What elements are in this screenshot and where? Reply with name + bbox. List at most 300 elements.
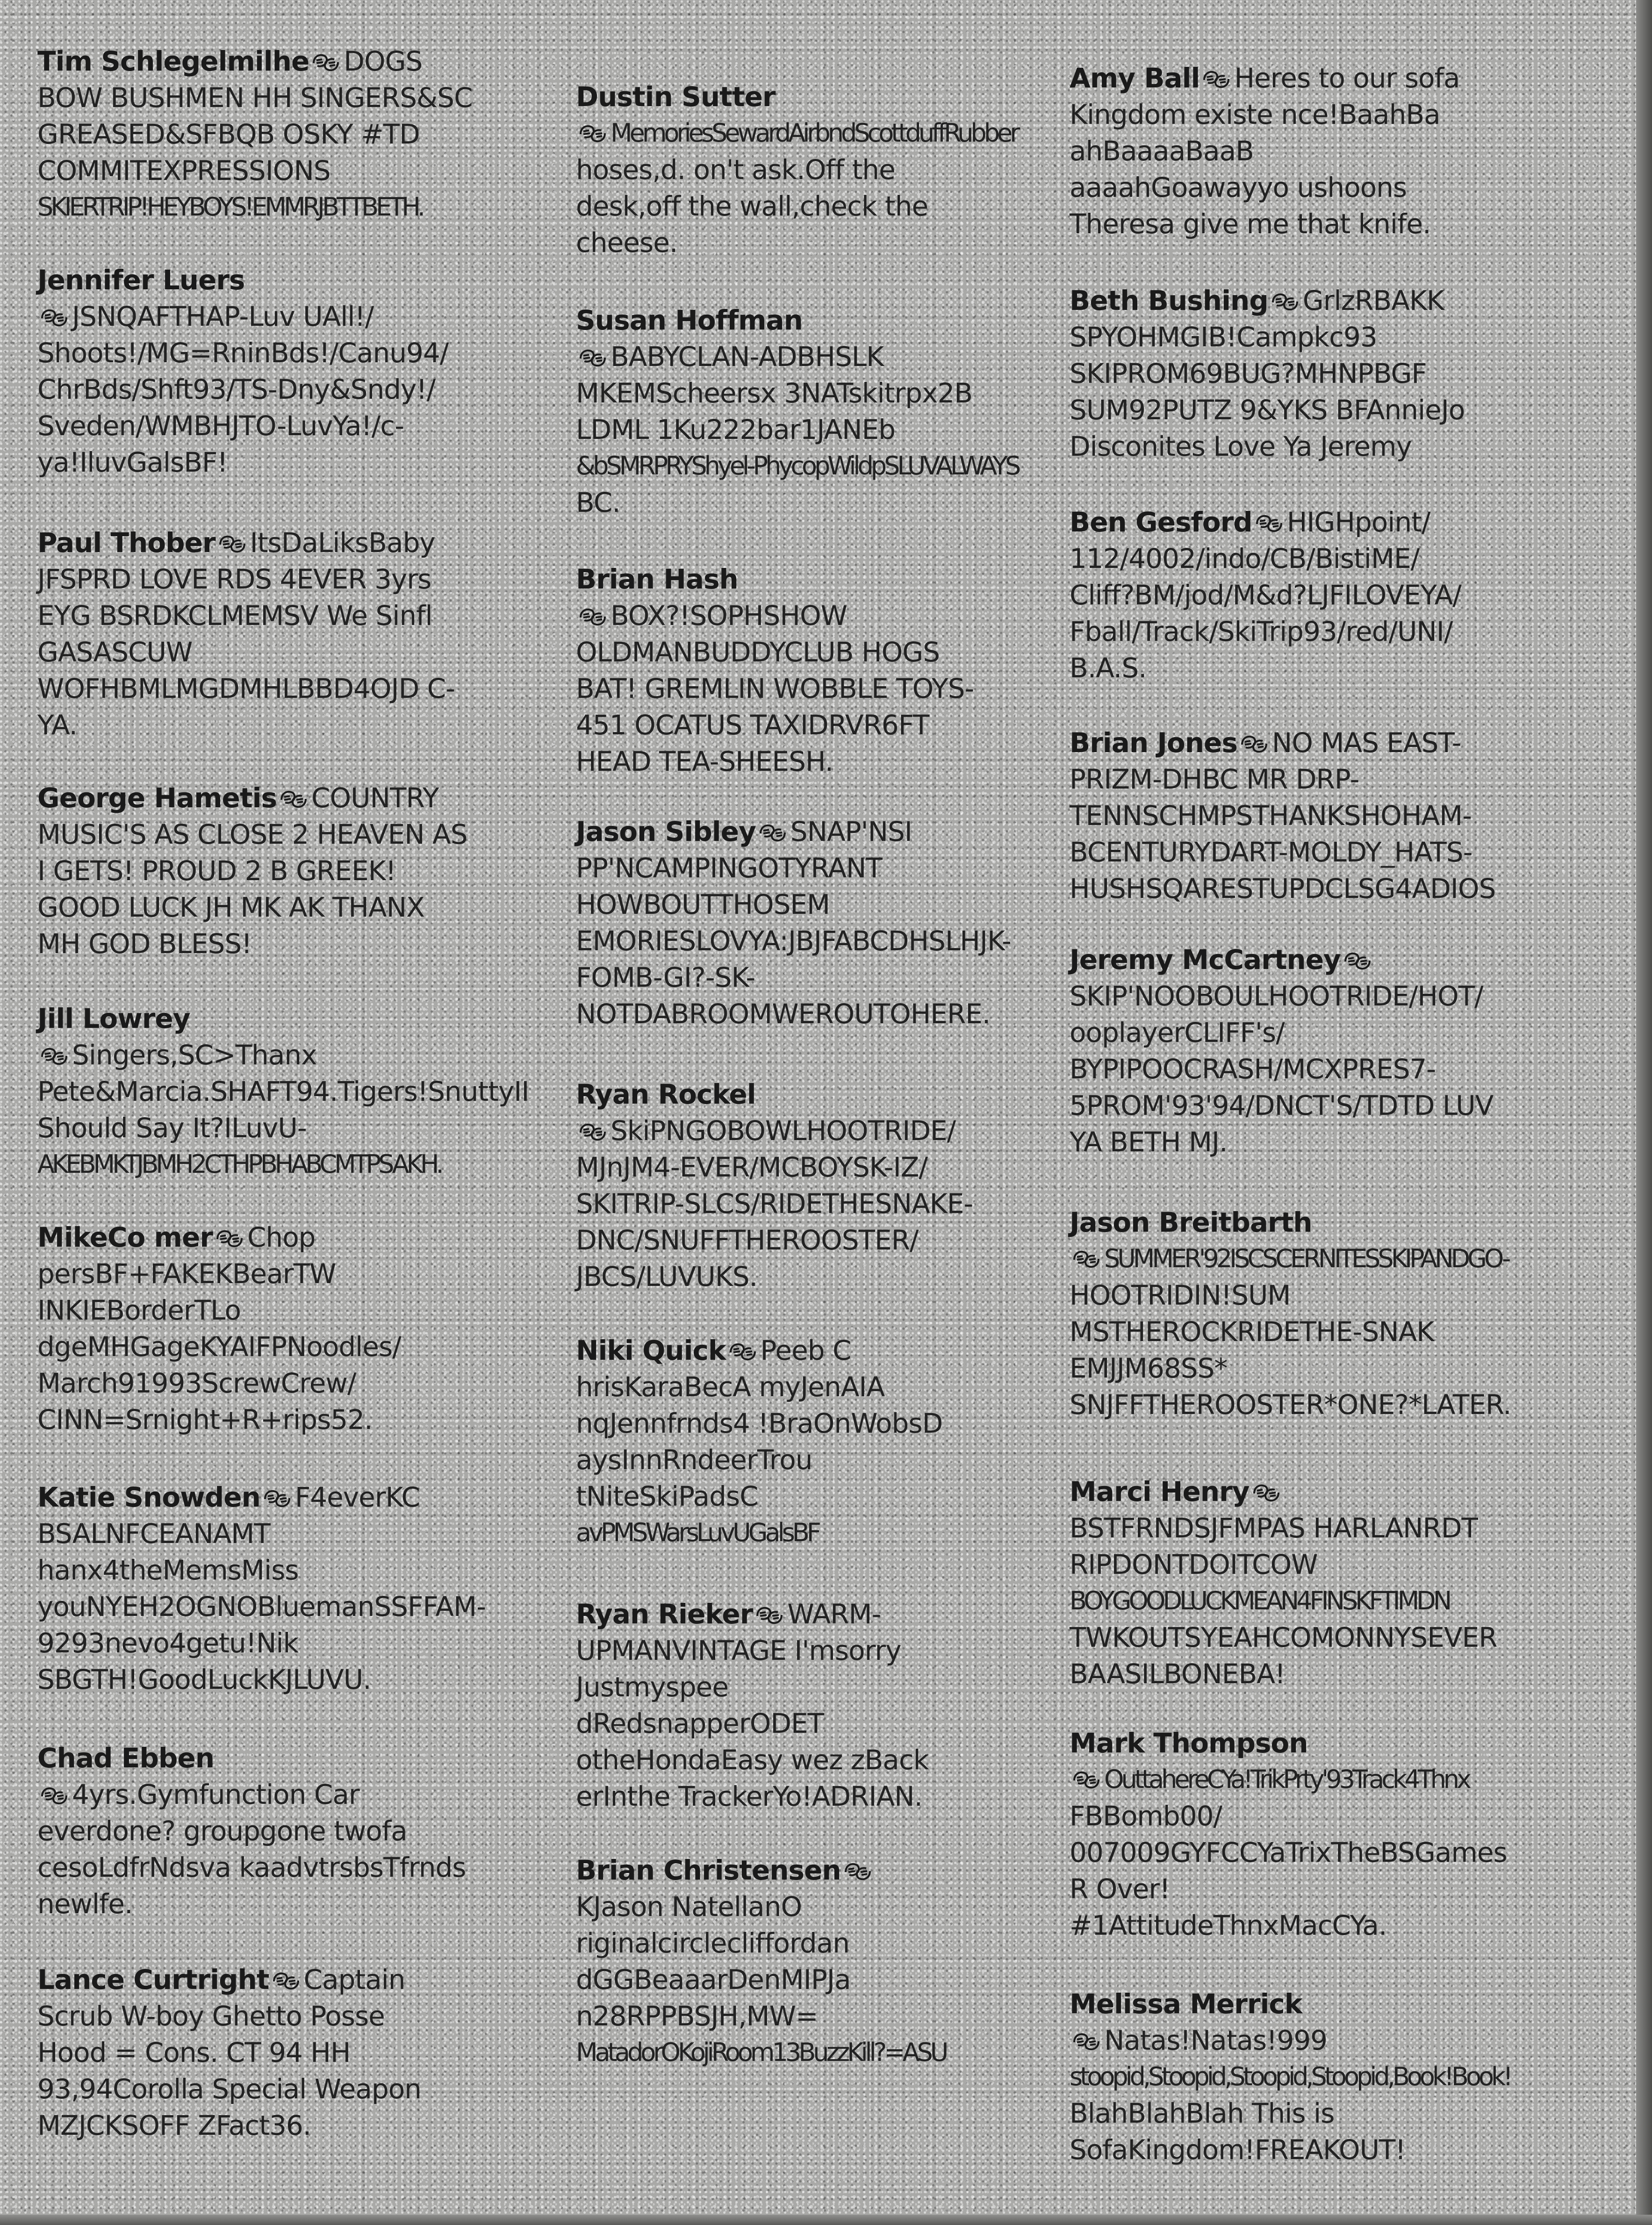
signature-entry [1070, 1473, 1537, 1692]
entry-message-line [576, 1632, 1043, 1669]
entry-message-line [1070, 355, 1537, 392]
entry-message-text: ChrBds/Shft93/TS-Dny&Sndy!/ [37, 373, 436, 405]
signature-entry [1070, 1986, 1537, 2168]
clasped-hands-icon [579, 347, 607, 369]
entry-message-line [576, 670, 1043, 707]
entry-message-text: erInthe TrackerYo!ADRIAN. [576, 1780, 922, 1812]
entry-message-text: Natas!Natas!999 [1104, 2024, 1328, 2056]
entry-heading [576, 1332, 1043, 1369]
clasped-hands-icon [579, 606, 607, 628]
entry-message-line [1070, 1798, 1537, 1834]
entry-message-line [576, 1442, 1043, 1478]
entry-message-text: MH GOD BLESS! [37, 928, 252, 960]
entry-message-text: BlahBlahBlah This is [1070, 2097, 1335, 2129]
entry-heading [37, 262, 505, 298]
entry-message-line [576, 1222, 1043, 1258]
entry-message-text: SUMMER'92ISCSCERNITESSKIPANDGO- [1104, 1244, 1508, 1273]
entry-author-name: Katie Snowden [37, 1481, 260, 1513]
entry-message-line [1070, 1510, 1537, 1546]
entry-message-line [37, 1552, 505, 1588]
entry-message-text: BCENTURYDART-MOLDY_HATS- [1070, 836, 1472, 868]
entry-heading [576, 302, 1043, 338]
entry-message-text: HOWBOUTTHOSEM [576, 889, 830, 920]
entry-message-text: hrisKaraBecA myJenAIA [576, 1371, 885, 1403]
entry-message-line [1070, 978, 1537, 1014]
signature-entry [1070, 282, 1537, 465]
entry-message-text: riginalcirclecliffordan [576, 1927, 849, 1959]
entry-message-text: BSTFRNDSJFMPAS HARLANRDT [1070, 1512, 1478, 1544]
entry-message-line [1070, 96, 1537, 133]
entry-heading [1070, 725, 1537, 761]
entry-message-line [1070, 650, 1537, 686]
entry-message-text: BOX?!SOPHSHOW [611, 600, 847, 632]
entry-message-line [37, 1110, 505, 1146]
entry-message-text: Singers,SC>Thanx [72, 1039, 317, 1071]
entry-message-text: KJason NatellanO [576, 1891, 802, 1923]
entry-message-line [1070, 613, 1537, 650]
entry-message-text: aaaahGoawayyo ushoons [1070, 172, 1407, 203]
entry-message-line [576, 448, 1043, 484]
entry-message-line [576, 923, 1043, 959]
entry-message-text: n28RPPBSJH,MW= [576, 2000, 818, 2032]
entry-message-text: 007009GYFCCYaTrixTheBSGames [1070, 1837, 1507, 1868]
entry-author-name: Chad Ebben [37, 1742, 214, 1774]
entry-message-text: Justmyspee [576, 1671, 729, 1703]
entry-message-text: R Over! [1070, 1873, 1170, 1905]
entry-message-line [576, 1998, 1043, 2034]
entry-message-line [37, 2034, 505, 2071]
entry-message-line [1070, 1124, 1537, 1160]
clasped-hands-icon [1343, 950, 1372, 972]
signature-entry [37, 262, 505, 481]
entry-message-line [1070, 540, 1537, 577]
entry-message-line [1070, 834, 1537, 870]
entry-message-line [1070, 2095, 1537, 2132]
clasped-hands-icon [1072, 2031, 1100, 2053]
entry-message-line [1070, 761, 1537, 797]
clasped-hands-icon [579, 1121, 607, 1143]
entry-message-line [1070, 169, 1537, 206]
entry-message-text: MUSIC'S AS CLOSE 2 HEAVEN AS [37, 818, 467, 850]
entry-message-line [37, 152, 505, 189]
entry-message-text: HUSHSQARESTUPDCLSG4ADIOS [1070, 873, 1496, 904]
entry-message-text: RIPDONTDOITCOW [1070, 1549, 1318, 1580]
entry-message-text: JSNQAFTHAP-Luv UAll!/ [72, 301, 374, 332]
entry-message-line [37, 1849, 505, 1886]
entry-message-line [1070, 428, 1537, 465]
entry-author-name: MikeCo mer [37, 1221, 213, 1253]
entry-message-text: B.A.S. [1070, 652, 1147, 684]
entry-message-text: CINN=Srnight+R+rips52. [37, 1404, 373, 1435]
entry-message-line [37, 853, 505, 889]
entry-message-text: BOW BUSHMEN HH SINGERS&SC [37, 82, 473, 114]
entry-message-text: SBGTH!GoodLuckKJLUVU. [37, 1664, 371, 1695]
entry-message-line [1070, 1907, 1537, 1944]
entry-message-text: OuttahereCYa!TrikPrty'93Track4Thnx [1104, 1765, 1469, 1794]
entry-author-name: Jennifer Luers [37, 264, 245, 296]
entry-message-line [37, 1256, 505, 1292]
entry-message-text: EYG BSRDKCLMEMSV We Sinfl [37, 600, 432, 632]
entry-heading [1070, 504, 1537, 540]
entry-message-line [576, 1888, 1043, 1925]
entry-message-text: March91993ScrewCrew/ [37, 1367, 356, 1399]
entry-message-text: I GETS! PROUD 2 B GREEK! [37, 855, 396, 887]
entry-message-start: F4everKC [294, 1481, 420, 1513]
signature-entry [37, 780, 505, 962]
entry-message-text: 93,94Corolla Special Weapon [37, 2073, 421, 2105]
entry-message-line [576, 1258, 1043, 1295]
entry-message-text: OLDMANBUDDYCLUB HOGS [576, 636, 940, 668]
entry-message-start: ItsDaLiksBaby [250, 527, 435, 559]
entry-heading [37, 524, 505, 561]
entry-author-name: Ryan Rockel [576, 1078, 756, 1110]
entry-author-name: Mark Thompson [1070, 1727, 1308, 1759]
entry-message-line [37, 189, 505, 225]
entry-message-text: HEAD TEA-SHEESH. [576, 746, 833, 777]
entry-message-text: Scrub W-boy Ghetto Posse [37, 2000, 385, 2032]
entry-message-text: GREASED&SFBQB OSKY #TD [37, 118, 420, 150]
entry-message-text: youNYEH2OGNOBluemanSSFFAM- [37, 1591, 486, 1622]
entry-message-line [37, 408, 505, 444]
entry-message-line [37, 1292, 505, 1328]
entry-message-text: GASASCUW [37, 636, 193, 668]
entry-message-text: SUM92PUTZ 9&YKS BFAnnieJo [1070, 394, 1465, 426]
entry-message-line [1070, 1277, 1537, 1313]
entry-author-name: Brian Christensen [576, 1854, 841, 1886]
entry-message-text: 9293nevo4getu!Nik [37, 1627, 299, 1659]
entry-message-line [576, 188, 1043, 224]
signature-entry [576, 1076, 1043, 1295]
clasped-hands-icon [263, 1488, 291, 1509]
entry-message-text: cheese. [576, 227, 678, 258]
entry-message-text: NOTDABROOMWEROUTOHERE. [576, 998, 991, 1030]
entry-message-text: SKIPROM69BUG?MHNPBGF [1070, 358, 1427, 389]
entry-author-name: Lance Curtright [37, 1964, 269, 1995]
entry-author-name: Ryan Rieker [576, 1598, 753, 1630]
signature-entry [1070, 1725, 1537, 1944]
entry-message-line [37, 1365, 505, 1401]
entry-author-name: George Hametis [37, 782, 277, 814]
entry-message-text: 4yrs.Gymfunction Car [72, 1779, 359, 1810]
entry-message-text: tNiteSkiPadsC [576, 1480, 758, 1512]
entry-message-line [1070, 1834, 1537, 1871]
clasped-hands-icon [272, 1970, 300, 1992]
entry-heading [37, 1740, 505, 1776]
entry-heading [37, 1219, 505, 1256]
entry-heading [37, 1961, 505, 1998]
entry-message-line [1070, 2059, 1537, 2095]
entry-message-line [37, 1776, 505, 1813]
entry-message-line [1070, 2132, 1537, 2168]
entry-message-text: dgeMHGageKYAIFPNoodles/ [37, 1331, 401, 1363]
entry-message-text: YA BETH MJ. [1070, 1126, 1228, 1158]
entry-message-line [1070, 2022, 1537, 2059]
entry-message-line [37, 707, 505, 743]
entry-message-start: Chop [247, 1221, 316, 1253]
entry-message-line [37, 816, 505, 853]
entry-author-name: Amy Ball [1070, 62, 1200, 94]
entry-message-text: FBBomb00/ [1070, 1800, 1222, 1832]
entry-message-text: ooplayerCLIFF's/ [1070, 1017, 1285, 1048]
entry-message-text: BC. [576, 487, 620, 518]
entry-message-line [37, 444, 505, 481]
entry-message-text: cesoLdfrNdsva kaadvtrsbsTfrnds [37, 1852, 466, 1883]
clasped-hands-icon [280, 789, 308, 810]
clasped-hands-icon [1202, 69, 1230, 90]
entry-message-line [37, 1037, 505, 1073]
entry-message-text: desk,off the wall,check the [576, 190, 928, 222]
entry-message-start: NO MAS EAST- [1271, 727, 1461, 759]
entry-message-text: BSALNFCEANAMT [37, 1518, 270, 1550]
entry-heading [1070, 1725, 1537, 1761]
entry-message-line [576, 1112, 1043, 1149]
entry-message-text: Theresa give me that knife. [1070, 208, 1431, 240]
entry-message-line [1070, 1014, 1537, 1051]
entry-message-line [1070, 1871, 1537, 1907]
signature-entry [576, 1332, 1043, 1551]
entry-message-text: PRIZM-DHBC MR DRP- [1070, 763, 1359, 795]
entry-heading [1070, 1986, 1537, 2022]
entry-author-name: Ben Gesford [1070, 506, 1252, 538]
entry-message-line [1070, 392, 1537, 428]
entry-message-line [37, 2071, 505, 2107]
entry-author-name: Tim Schlegelmilhe [37, 45, 309, 77]
entry-message-text: SNJFFTHEROOSTER*ONE?*LATER. [1070, 1389, 1511, 1421]
entry-message-line [37, 597, 505, 634]
entry-message-text: BAASILBONEBA! [1070, 1658, 1286, 1690]
entry-message-line [576, 996, 1043, 1032]
entry-message-line [1070, 1051, 1537, 1087]
entry-message-start: GrlzRBAKK [1302, 285, 1444, 316]
entry-heading [576, 561, 1043, 597]
entry-message-line [1070, 1313, 1537, 1350]
signature-entry [37, 524, 505, 743]
entry-message-line [576, 224, 1043, 261]
signature-entry [576, 1852, 1043, 2071]
entry-message-line [1070, 1656, 1537, 1692]
entry-message-text: JBCS/LUVUKS. [576, 1261, 758, 1292]
clasped-hands-icon [1072, 1769, 1100, 1791]
entry-message-line [576, 1961, 1043, 1998]
clasped-hands-icon [729, 1341, 757, 1363]
entry-message-line [1070, 1087, 1537, 1124]
clasped-hands-icon [755, 1605, 783, 1626]
entry-message-line [37, 889, 505, 926]
entry-message-text: SKIP'NOOBOULHOOTRIDE/HOT/ [1070, 980, 1483, 1012]
entry-message-text: dRedsnapperODET [576, 1708, 824, 1739]
entry-message-start: Heres to our sofa [1234, 62, 1460, 94]
entry-message-text: UPMANVINTAGE I'msorry [576, 1635, 901, 1666]
entry-message-text: avPMSWarsLuvUGalsBF [576, 1518, 819, 1547]
entry-message-line [576, 1149, 1043, 1185]
signature-entry [1070, 1204, 1537, 1423]
entry-message-line [576, 1669, 1043, 1705]
entry-message-line [1070, 577, 1537, 613]
entry-message-line [37, 1588, 505, 1625]
entry-message-line [37, 1328, 505, 1365]
entry-author-name: Marci Henry [1070, 1476, 1250, 1507]
clasped-hands-icon [215, 1228, 244, 1249]
entry-message-text: Cliff?BM/jod/M&d?LJFILOVEYA/ [1070, 579, 1461, 611]
entry-message-line [1070, 1350, 1537, 1386]
entry-author-name: Brian Hash [576, 563, 738, 595]
entry-message-start: Captain [303, 1964, 405, 1995]
clasped-hands-icon [40, 1785, 68, 1807]
entry-message-line [576, 484, 1043, 521]
entry-message-line [576, 1478, 1043, 1514]
entry-message-line [576, 1778, 1043, 1815]
entry-message-line [576, 959, 1043, 996]
entry-message-text: DNC/SNUFFTHEROOSTER/ [576, 1224, 919, 1256]
entry-message-text: EMORIESLOVYA:JBJFABCDHSLHJK- [576, 925, 1011, 957]
entry-message-line [37, 1886, 505, 1922]
entry-message-text: MSTHEROCKRIDETHE-SNAK [1070, 1316, 1434, 1348]
entry-message-line [1070, 1583, 1537, 1619]
entry-message-text: MKEMScheersx 3NATskitrpx2B [576, 377, 973, 409]
entry-message-line [576, 1705, 1043, 1742]
clasped-hands-icon [1255, 513, 1283, 534]
entry-message-text: YA. [37, 709, 78, 741]
entry-message-line [1070, 319, 1537, 355]
entry-message-text: SofaKingdom!FREAKOUT! [1070, 2134, 1406, 2166]
entry-message-line [576, 743, 1043, 780]
entry-message-line [576, 151, 1043, 188]
clasped-hands-icon [844, 1861, 872, 1882]
entry-message-line [37, 1661, 505, 1698]
entry-message-line [37, 926, 505, 962]
clasped-hands-icon [1072, 1249, 1100, 1270]
signature-entry [37, 1740, 505, 1922]
entry-message-line [576, 634, 1043, 670]
entry-message-line [1070, 1619, 1537, 1656]
entry-message-text: SKIERTRIP!HEYBOYS!EMMRJBTTBETH. [37, 192, 423, 222]
entry-message-text: otheHondaEasy wez zBack [576, 1744, 929, 1776]
entry-message-line [576, 411, 1043, 448]
entry-heading [1070, 60, 1537, 96]
entry-message-text: everdone? groupgone twofa [37, 1815, 407, 1847]
entry-message-text: aysInnRndeerTrou [576, 1444, 812, 1476]
entry-message-line [1070, 1546, 1537, 1583]
entry-message-text: BABYCLAN-ADBHSLK [611, 341, 884, 373]
entry-message-line [37, 1146, 505, 1183]
clasped-hands-icon [40, 307, 68, 329]
entry-author-name: Jill Lowrey [37, 1003, 190, 1034]
entry-heading [1070, 941, 1537, 978]
entry-message-text: WOFHBMLMGDMHLBBD4OJD C- [37, 673, 455, 704]
entry-message-text: Disconites Love Ya Jeremy [1070, 431, 1412, 462]
entry-message-line [576, 597, 1043, 634]
entry-message-text: FOMB-GI?-SK- [576, 962, 755, 993]
signature-entry [576, 1596, 1043, 1815]
entry-message-text: COMMITEXPRESSIONS [37, 155, 330, 187]
entry-message-line [1070, 1241, 1537, 1277]
entry-message-line [576, 375, 1043, 411]
signature-entry [576, 302, 1043, 521]
signature-entry [37, 1000, 529, 1183]
signature-entry [576, 79, 1043, 261]
entry-message-line [1070, 797, 1537, 834]
entry-message-text: BYPIPOOCRASH/MCXPRES7- [1070, 1053, 1436, 1085]
entry-author-name: Melissa Merrick [1070, 1988, 1302, 2020]
entry-message-text: EMJJM68SS* [1070, 1352, 1228, 1384]
entry-author-name: Paul Thober [37, 527, 215, 559]
entry-author-name: Dustin Sutter [576, 81, 776, 113]
entry-message-text: SPYOHMGIB!Campkc93 [1070, 321, 1377, 353]
entry-message-line [37, 561, 505, 597]
signature-entry [37, 1219, 505, 1438]
page-edge-bottom [0, 2215, 1652, 2225]
entry-message-start: WARM- [787, 1598, 881, 1630]
entry-message-line [37, 2107, 505, 2144]
clasped-hands-icon [1271, 291, 1299, 313]
entry-message-text: HOOTRIDIN!SUM [1070, 1279, 1291, 1311]
entry-heading [1070, 1473, 1537, 1510]
clasped-hands-icon [1252, 1482, 1280, 1504]
clasped-hands-icon [759, 822, 787, 844]
entry-message-text: JFSPRD LOVE RDS 4EVER 3yrs [37, 563, 431, 595]
entry-message-text: MJnJM4-EVER/MCBOYSK-IZ/ [576, 1151, 927, 1183]
entry-message-text: stoopid,Stoopid,Stoopid,Stoopid,Book!Book! [1070, 2062, 1510, 2091]
entry-message-line [576, 707, 1043, 743]
entry-message-text: 112/4002/indo/CB/BistiME/ [1070, 543, 1420, 574]
entry-heading [576, 813, 1043, 850]
entry-message-text: 5PROM'93'94/DNCT'S/TDTD LUV [1070, 1090, 1494, 1121]
entry-message-line [37, 1515, 505, 1552]
entry-message-text: newlfe. [37, 1888, 133, 1920]
entry-message-text: Sveden/WMBHJTO-LuvYa!/c- [37, 410, 404, 442]
entry-message-line [1070, 1761, 1537, 1798]
entry-message-line [576, 1405, 1043, 1442]
clasped-hands-icon [40, 1046, 68, 1067]
entry-message-text: dGGBeaaarDenMIPJa [576, 1964, 851, 1995]
entry-heading [1070, 1204, 1537, 1241]
entry-author-name: Jeremy McCartney [1070, 944, 1341, 976]
entry-message-text: hoses,d. on't ask.Off the [576, 154, 895, 186]
signature-entry [37, 1961, 505, 2144]
entry-message-text: PP'NCAMPINGOTYRANT [576, 852, 882, 884]
entry-message-text: 451 OCATUS TAXIDRVR6FT [576, 709, 929, 741]
entry-heading [37, 1479, 505, 1515]
clasped-hands-icon [579, 123, 607, 144]
entry-message-text: persBF+FAKEKBearTW [37, 1258, 336, 1290]
entry-message-line [1070, 206, 1537, 242]
signature-entry [1070, 60, 1537, 242]
signature-entry [1070, 504, 1537, 686]
entry-message-text: ya!IluvGalsBF! [37, 446, 228, 478]
entry-message-line [1070, 870, 1537, 907]
entry-message-text: TWKOUTSYEAHCOMONNYSEVER [1070, 1622, 1497, 1653]
entry-message-text: MZJCKSOFF ZFact36. [37, 2110, 311, 2141]
entry-message-text: BOYGOODLUCKMEAN4FINSKFTIMDN [1070, 1586, 1450, 1615]
entry-message-line [576, 1742, 1043, 1778]
entry-message-start: Peeb C [760, 1335, 851, 1366]
entry-message-line [37, 1998, 505, 2034]
entry-message-text: Hood = Cons. CT 94 HH [37, 2037, 351, 2068]
signature-entry [1070, 725, 1537, 907]
page-edge-right [1636, 0, 1652, 2225]
entry-message-text: Fball/Track/SkiTrip93/red/UNI/ [1070, 616, 1453, 647]
signature-entry [1070, 941, 1537, 1160]
entry-message-text: AKEBMKTJBMH2CTHPBHABCMTPSAKH. [37, 1149, 441, 1179]
entry-message-text: TENNSCHMPSTHANKSHOHAM- [1070, 800, 1472, 832]
entry-message-text: SKITRIP-SLCS/RIDETHESNAKE- [576, 1188, 973, 1220]
entry-message-line [576, 115, 1043, 151]
entry-heading [576, 1596, 1043, 1632]
entry-message-line [37, 1401, 505, 1438]
entry-heading [37, 43, 505, 79]
entry-message-text: MemoriesSewardAirbndScottduffRubber [611, 118, 1018, 148]
entry-message-line [576, 1925, 1043, 1961]
